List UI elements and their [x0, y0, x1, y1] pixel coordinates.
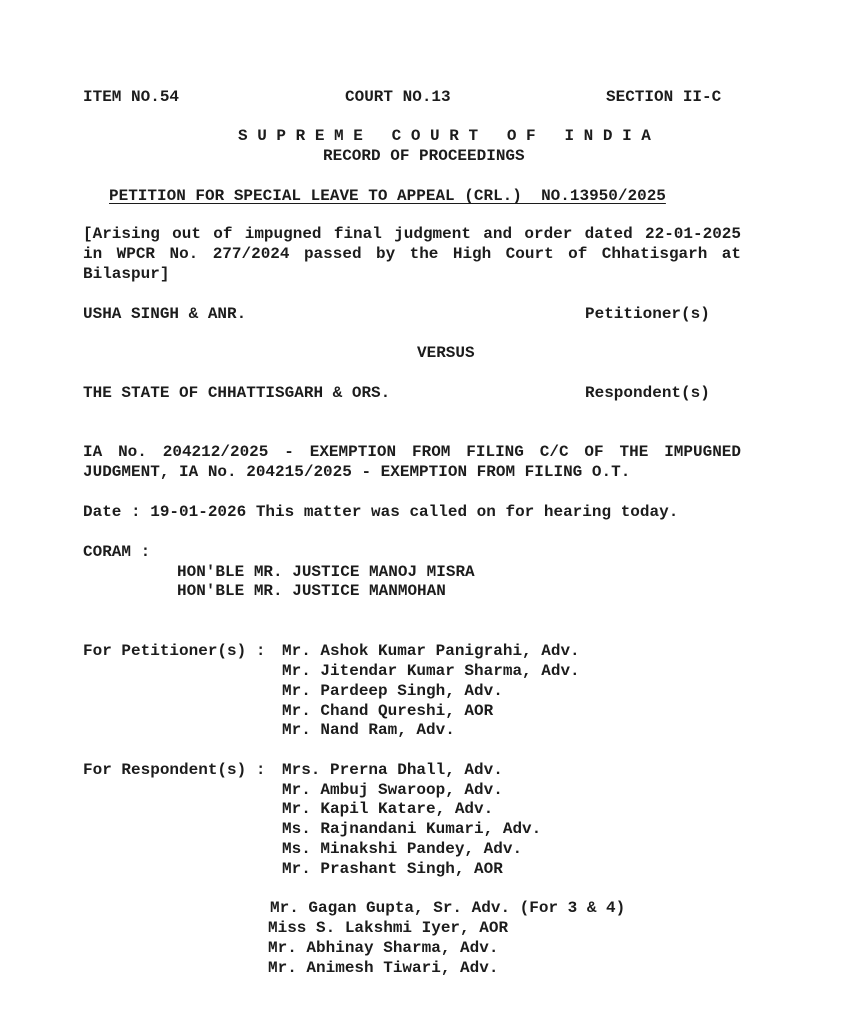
- counsel-name: Mr. Prashant Singh, AOR: [282, 860, 503, 878]
- petitioner-label: Petitioner(s): [585, 305, 710, 323]
- counsel-name: Mr. Ashok Kumar Panigrahi, Adv.: [282, 642, 580, 660]
- counsel-name: Mr. Jitendar Kumar Sharma, Adv.: [282, 662, 580, 680]
- ia-paragraph: IA No. 204212/2025 - EXEMPTION FROM FILING C/C OF THE IMPUGNED JUDGMENT, IA No. 204215/2025 - EXEMPTION FROM FILING O.T.: [83, 443, 741, 481]
- court-number: COURT NO.13: [345, 88, 451, 106]
- counsel-name: Mr. Animesh Tiwari, Adv.: [268, 959, 499, 977]
- respondent-label: Respondent(s): [585, 384, 710, 402]
- petition-title: PETITION FOR SPECIAL LEAVE TO APPEAL (CRL.) NO.13950/2025: [109, 187, 666, 205]
- judge-name: HON'BLE MR. JUSTICE MANMOHAN: [177, 582, 446, 600]
- court-title: S U P R E M E C O U R T O F I N D I A: [238, 127, 651, 145]
- counsel-name: Miss S. Lakshmi Iyer, AOR: [268, 919, 509, 937]
- respondent-counsel-label: For Respondent(s) :: [83, 761, 266, 779]
- respondent-name: THE STATE OF CHHATTISGARH & ORS.: [83, 384, 391, 402]
- petitioner-counsel-label: For Petitioner(s) :: [83, 642, 266, 660]
- record-title: RECORD OF PROCEEDINGS: [323, 147, 525, 165]
- counsel-name: Mr. Kapil Katare, Adv.: [282, 800, 494, 818]
- counsel-name: Ms. Rajnandani Kumari, Adv.: [282, 820, 542, 838]
- coram-label: CORAM :: [83, 543, 151, 561]
- petitioner-name: USHA SINGH & ANR.: [83, 305, 247, 323]
- item-number: ITEM NO.54: [83, 88, 180, 106]
- section-label: SECTION II-C: [606, 88, 722, 106]
- counsel-name: Mr. Chand Qureshi, AOR: [282, 702, 494, 720]
- hearing-date-line: Date : 19-01-2026 This matter was called on for hearing today.: [83, 503, 679, 521]
- arising-paragraph: [Arising out of impugned final judgment and order dated 22-01-2025 in WPCR No. 277/2024 passed by the High Court of Chhatisgarh at Bilaspur]: [83, 225, 741, 283]
- counsel-name: Mrs. Prerna Dhall, Adv.: [282, 761, 503, 779]
- counsel-name: Mr. Gagan Gupta, Sr. Adv. (For 3 & 4): [270, 899, 626, 917]
- counsel-name: Mr. Pardeep Singh, Adv.: [282, 682, 503, 700]
- judge-name: HON'BLE MR. JUSTICE MANOJ MISRA: [177, 563, 475, 581]
- counsel-name: Ms. Minakshi Pandey, Adv.: [282, 840, 523, 858]
- counsel-name: Mr. Abhinay Sharma, Adv.: [268, 939, 499, 957]
- counsel-name: Mr. Nand Ram, Adv.: [282, 721, 455, 739]
- counsel-name: Mr. Ambuj Swaroop, Adv.: [282, 781, 503, 799]
- versus-label: VERSUS: [417, 344, 475, 362]
